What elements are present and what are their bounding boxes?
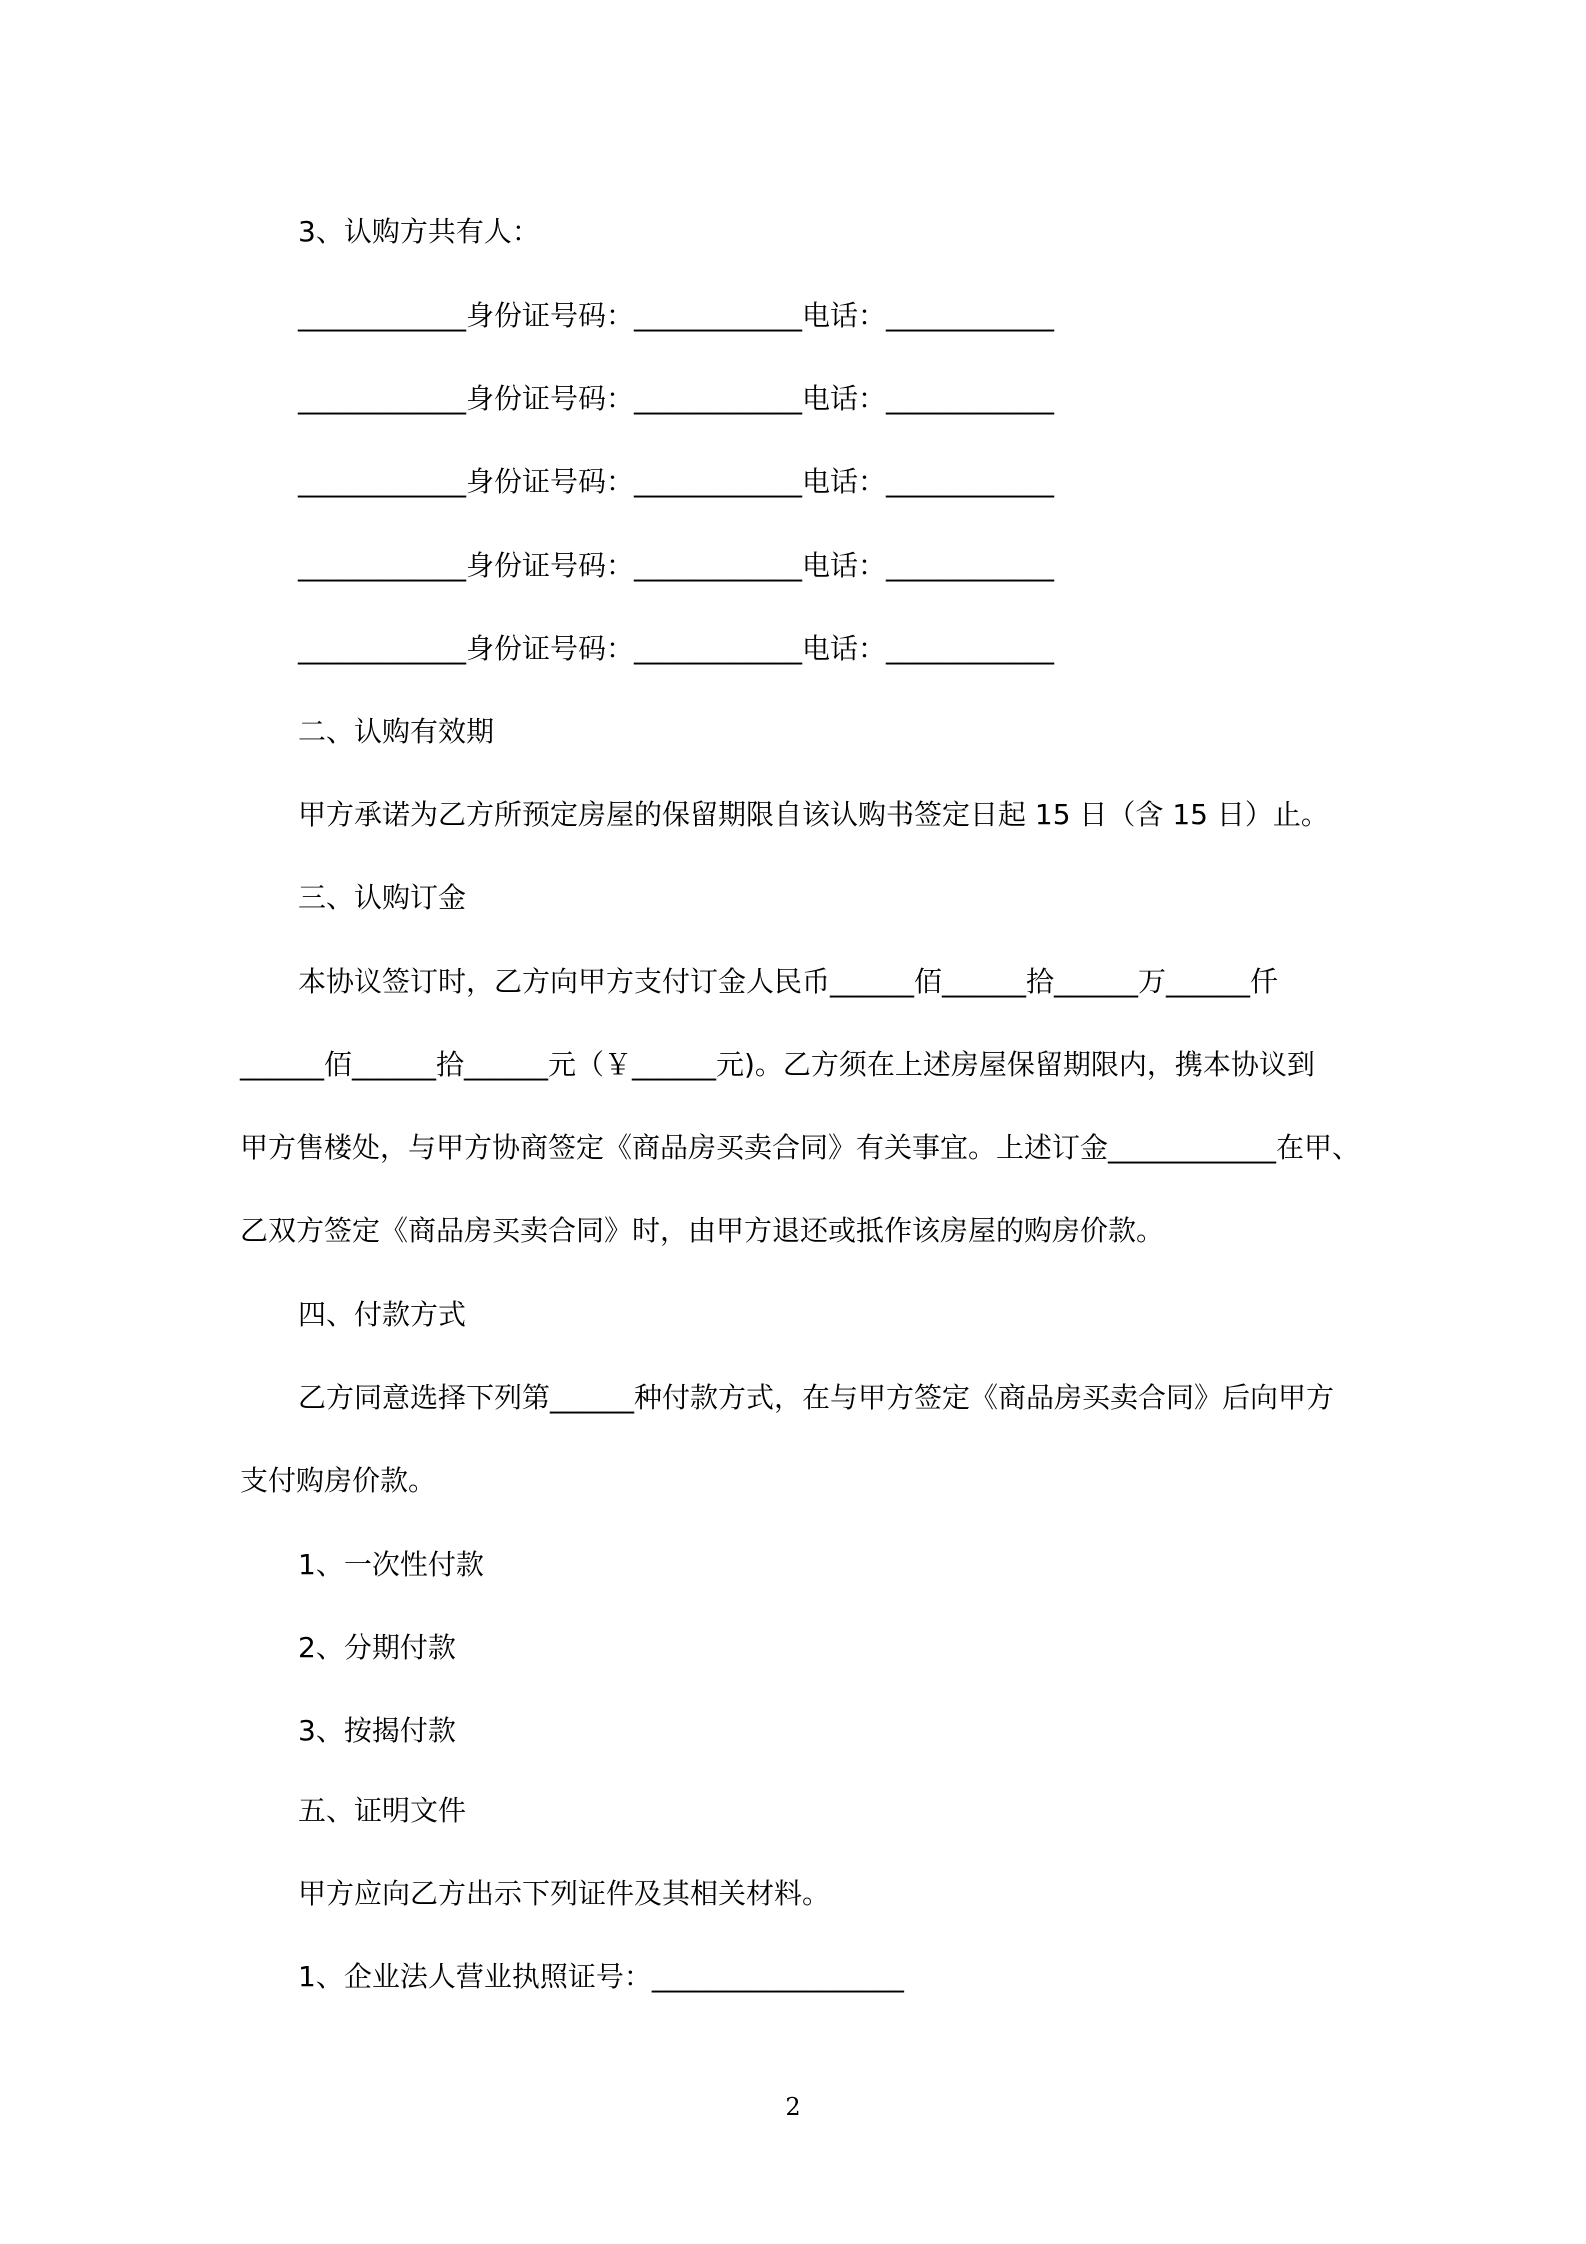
deposit-text-line: 本协议签订时，乙方向甲方支付订金人民币______佰______拾______万______仟 — [298, 965, 1279, 998]
page-number: 2 — [785, 2093, 801, 2121]
payment-option: 1、一次性付款 — [298, 1548, 484, 1581]
co-owners-heading: 3、认购方共有人： — [298, 215, 540, 248]
deposit-text-line: 甲方售楼处，与甲方协商签定《商品房买卖合同》有关事宜。上述订金____________在甲、 — [240, 1131, 1361, 1164]
payment-text-line: 支付购房价款。 — [240, 1464, 437, 1497]
payment-text-line: 乙方同意选择下列第______种付款方式，在与甲方签定《商品房买卖合同》后向甲方 — [298, 1381, 1335, 1414]
deposit-text-line: 乙双方签定《商品房买卖合同》时，由甲方退还或抵作该房屋的购房价款。 — [240, 1214, 1165, 1247]
co-owner-row: ____________身份证号码：____________电话：____________ — [298, 465, 1055, 498]
payment-option: 2、分期付款 — [298, 1631, 456, 1664]
co-owner-row: ____________身份证号码：____________电话：____________ — [298, 632, 1055, 665]
payment-heading: 四、付款方式 — [298, 1298, 467, 1331]
co-owner-row: ____________身份证号码：____________电话：____________ — [298, 382, 1055, 415]
validity-text: 甲方承诺为乙方所预定房屋的保留期限自该认购书签定日起 15 日（含 15 日）止。 — [298, 798, 1329, 831]
co-owner-row: ____________身份证号码：____________电话：____________ — [298, 299, 1055, 332]
deposit-text-line: ______佰______拾______元（￥______元)。乙方须在上述房屋保留期限内，携本协议到 — [240, 1048, 1315, 1081]
co-owner-row: ____________身份证号码：____________电话：____________ — [298, 549, 1055, 582]
validity-heading: 二、认购有效期 — [298, 715, 495, 748]
documents-heading: 五、证明文件 — [298, 1794, 467, 1827]
payment-option: 3、按揭付款 — [298, 1714, 456, 1747]
business-license-item: 1、企业法人营业执照证号：__________________ — [298, 1960, 904, 1993]
deposit-heading: 三、认购订金 — [298, 881, 467, 914]
documents-text: 甲方应向乙方出示下列证件及其相关材料。 — [298, 1877, 831, 1910]
